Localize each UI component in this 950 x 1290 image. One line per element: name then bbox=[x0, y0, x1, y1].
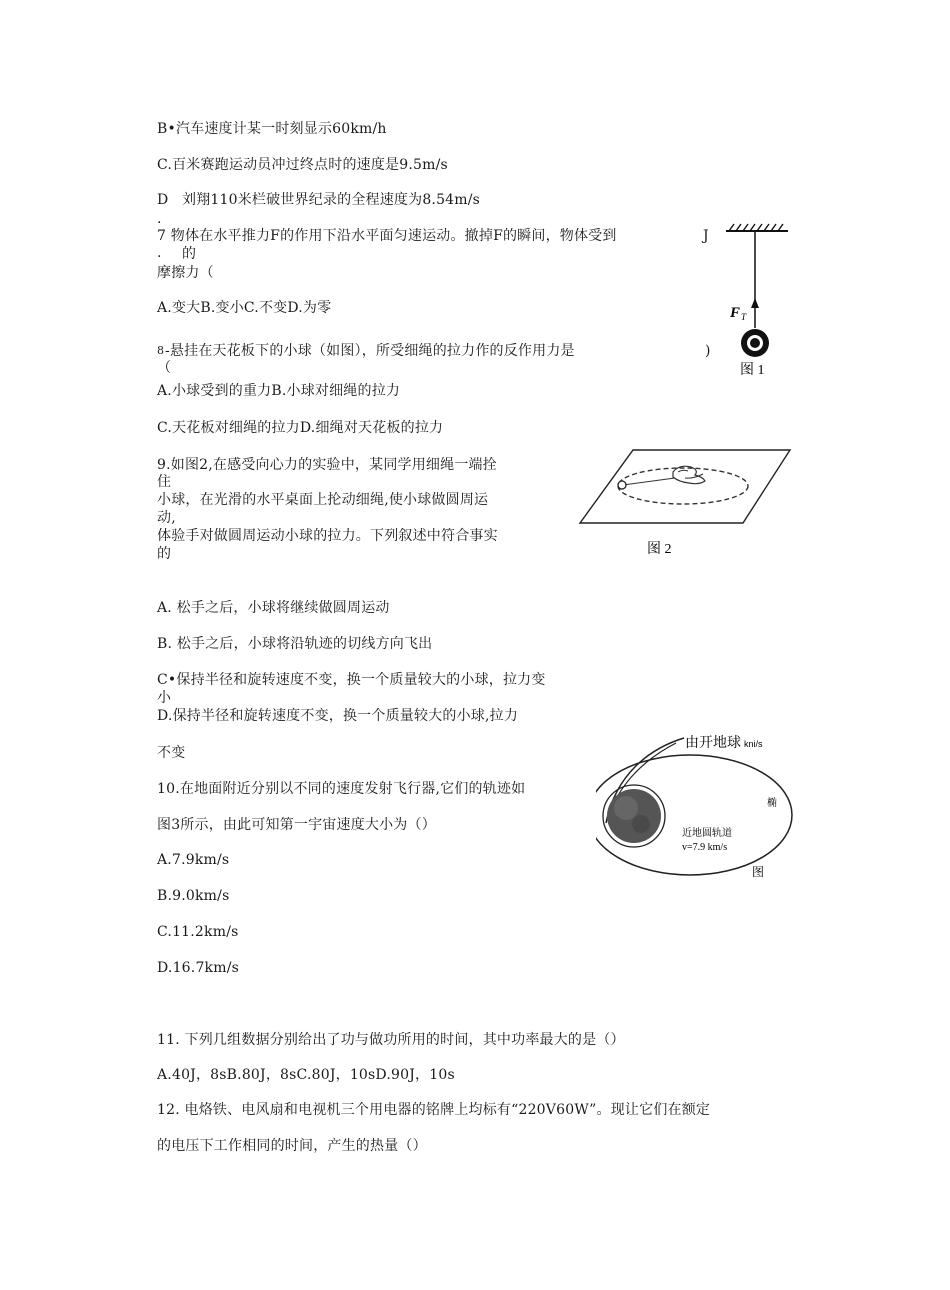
q6-option-c: C.百米赛跑运动员冲过终点时的速度是9.5m/s bbox=[157, 157, 448, 173]
q6-option-d-prefix: D bbox=[157, 192, 169, 208]
figure-2-caption: 图 2 bbox=[647, 542, 672, 557]
figure-1-caption: 图 1 bbox=[740, 363, 765, 378]
q6-option-d-dot: . bbox=[157, 211, 162, 227]
q10-stem-line2: 图3所示，由此可知第一宇宙速度大小为（） bbox=[157, 817, 436, 833]
q7-stem-line1: 7 物体在水平推力F的作用下沿水平面匀速运动。撤掉F的瞬间，物体受到 bbox=[157, 228, 617, 244]
near-earth-orbit-speed: v=7.9 km/s bbox=[682, 842, 728, 853]
q8-number: 8 bbox=[157, 344, 165, 357]
q10-option-b: B.9.0km/s bbox=[157, 888, 230, 904]
q9-option-d: D.保持半径和旋转速度不变，换一个质量较大的小球,拉力 bbox=[157, 708, 519, 724]
q9-stem-line1b: 住 bbox=[157, 474, 172, 490]
q6-option-d: 刘翔110米栏破世界纪录的全程速度为8.54m/s bbox=[182, 192, 481, 208]
q7-stem-line2: 摩擦力（ bbox=[157, 265, 214, 281]
q9-option-c: C•保持半径和旋转速度不变，换一个质量较大的小球，拉力变 bbox=[157, 672, 546, 688]
q10-stem-line1: 10.在地面附近分别以不同的速度发射飞行器,它们的轨迹如 bbox=[157, 781, 526, 797]
q11-stem: 11. 下列几组数据分别给出了功与做功所用的时间，其中功率最大的是（） bbox=[157, 1032, 625, 1048]
escape-trajectory-unit: kni/s bbox=[744, 739, 763, 749]
q11-options: A.40J，8sB.80J，8sC.80J，10sD.90J，10s bbox=[157, 1067, 455, 1083]
q9-option-c-tail: 小 bbox=[157, 690, 172, 706]
figure-3-caption: 图 bbox=[752, 865, 765, 879]
ellipse-orbit-label: 椭 bbox=[767, 798, 777, 809]
q7-options: A.变大B.变小C.不变D.为零 bbox=[157, 300, 332, 316]
force-subscript: T bbox=[741, 312, 747, 322]
q9-stem-line2b: 动, bbox=[157, 510, 176, 526]
q8-stem: -悬挂在天花板下的小球（如图），所受细绳的拉力作的反作用力是 bbox=[165, 343, 575, 359]
q10-option-c: C.11.2km/s bbox=[157, 924, 239, 940]
near-earth-orbit-label: 近地圆轨道 bbox=[682, 828, 732, 839]
figure-1-hanging-ball bbox=[718, 216, 798, 381]
q9-stem-line2: 小球，在光滑的水平桌面上抡动细绳,使小球做圆周运 bbox=[157, 492, 489, 508]
figure-3-orbits bbox=[596, 728, 811, 880]
force-label: F bbox=[730, 305, 741, 321]
q9-stem-line3b: 的 bbox=[157, 546, 172, 562]
q7-stem-line1-tail: J bbox=[703, 228, 709, 244]
q6-option-b: B•汽车速度计某一时刻显示60km/h bbox=[157, 121, 387, 137]
q9-stem-line1: 9.如图2,在感受向心力的实验中，某同学用细绳一端拴 bbox=[157, 457, 497, 473]
figure-2-circular-motion bbox=[575, 445, 797, 563]
q12-stem-line2: 的电压下工作相同的时间，产生的热量（） bbox=[157, 1138, 427, 1154]
q9-option-a: A. 松手之后，小球将继续做圆周运动 bbox=[157, 600, 390, 616]
q8-open-paren: （ bbox=[157, 360, 172, 376]
q9-option-d-tail: 不变 bbox=[157, 745, 186, 761]
q7-stem-line1b: 的 bbox=[182, 246, 197, 262]
q9-option-b: B. 松手之后，小球将沿轨迹的切线方向飞出 bbox=[157, 636, 433, 652]
q12-stem-line1: 12. 电烙铁、电风扇和电视机三个用电器的铭牌上均标有“220V60W”。现让它们在额定 bbox=[157, 1102, 711, 1118]
q8-options-ab: A.小球受到的重力B.小球对细绳的拉力 bbox=[157, 383, 401, 399]
q10-option-a: A.7.9km/s bbox=[157, 852, 230, 868]
escape-trajectory-label: 由开地球 bbox=[685, 736, 741, 751]
q8-options-cd: C.天花板对细绳的拉力D.细绳对天花板的拉力 bbox=[157, 420, 444, 436]
q9-stem-line3: 体验手对做圆周运动小球的拉力。下列叙述中符合事实 bbox=[157, 528, 498, 544]
q8-close-paren: ) bbox=[705, 343, 711, 359]
q7-dot: . bbox=[157, 245, 162, 261]
q10-option-d: D.16.7km/s bbox=[157, 960, 240, 976]
